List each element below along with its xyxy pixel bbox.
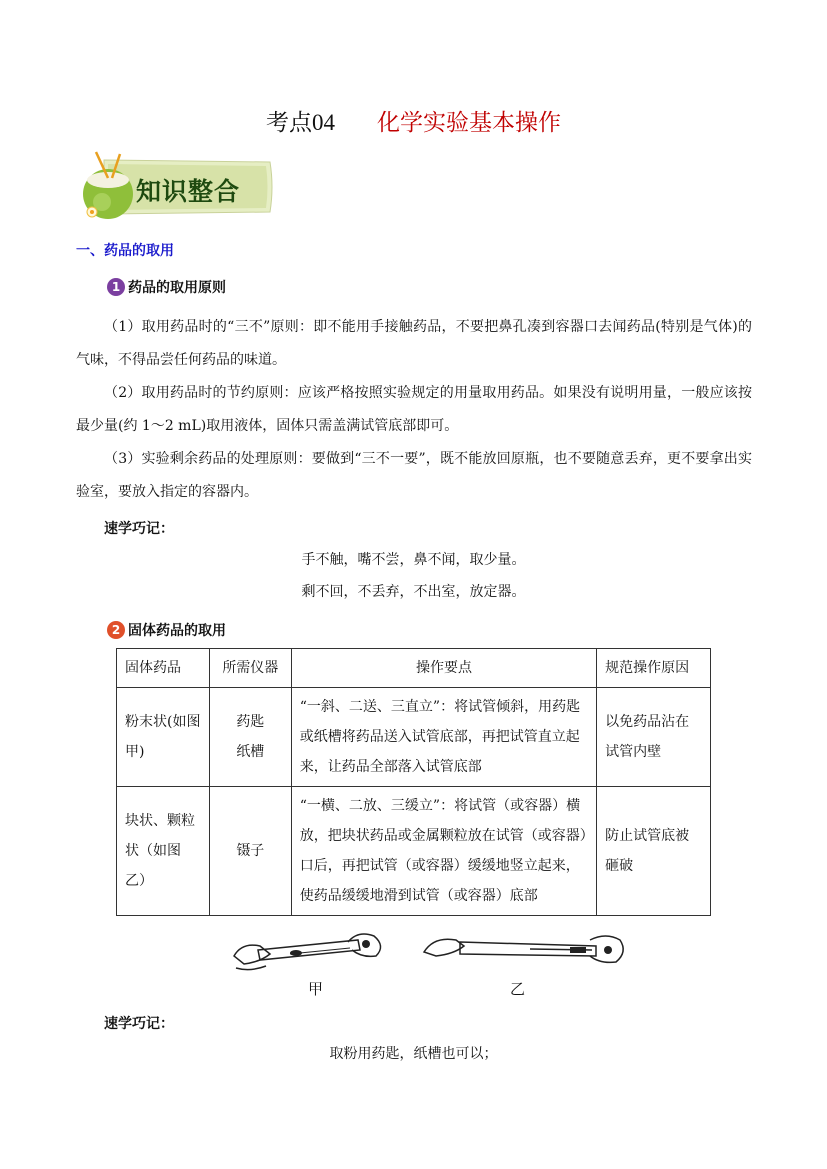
table-cell: 块状、颗粒状（如图乙）: [117, 787, 210, 916]
subheading-1-label: 药品的取用原则: [128, 280, 226, 296]
table-header: 所需仪器: [209, 649, 291, 688]
table-row: [117, 787, 711, 916]
figure-label-jia: 甲: [308, 980, 324, 998]
badge-text: 知识整合: [136, 177, 241, 206]
section-heading: 一、药品的取用: [76, 243, 174, 259]
table-cell: 粉末状(如图甲): [117, 688, 210, 787]
table-cell: 镊子: [209, 787, 291, 916]
granule-test-tube-figure: [420, 928, 630, 978]
table-cell: 以免药品沾在试管内壁: [597, 688, 711, 787]
figure-label-yi: 乙: [510, 980, 526, 998]
subheading-2: [107, 620, 226, 640]
tip-label-2: 速学巧记：: [104, 1016, 174, 1032]
table-header-row: [117, 649, 711, 688]
table-cell: 防止试管底被砸破: [597, 787, 711, 916]
paragraph-2: （2）取用药品时的节约原则：应该严格按照实验规定的用量取用药品。如果没有说明用量，一般应该按最少量(约 1～2 mL)取用液体，固体只需盖满试管底部即可。: [76, 385, 752, 434]
solid-reagent-table: [116, 648, 711, 916]
table-row: [117, 688, 711, 787]
mnemonic-line-2: 剩不回，不丢弃，不出室，放定器。: [301, 584, 526, 600]
number-circle-1: 1: [107, 278, 125, 296]
paragraph-3: （3）实验剩余药品的处理原则：要做到“三不一要”，既不能放回原瓶，也不要随意丢弃，更不要拿出实验室，要放入指定的容器内。: [76, 451, 752, 500]
knowledge-badge: [74, 150, 276, 224]
table-cell: “一斜、二送、三直立”：将试管倾斜，用药匙或纸槽将药品送入试管底部，再把试管直立起来，让药品全部落入试管底部: [291, 688, 596, 787]
table-cell: 药匙 纸槽: [209, 688, 291, 787]
page-title: [0, 104, 827, 137]
table-header: 操作要点: [291, 649, 596, 688]
tip-label-1: 速学巧记：: [104, 521, 174, 537]
figures: [230, 928, 630, 1000]
title-main: 化学实验基本操作: [377, 110, 561, 136]
subheading-1: [107, 277, 226, 297]
mnemonic-line-1: 手不触，嘴不尝，鼻不闻，取少量。: [301, 552, 526, 568]
table-header: 规范操作原因: [597, 649, 711, 688]
mnemonic-line-3: 取粉用药匙，纸槽也可以；: [329, 1046, 498, 1062]
table-cell: “一横、二放、三缓立”：将试管（或容器）横放，把块状药品或金属颗粒放在试管（或容器）口后，再把试管（或容器）缓缓地竖立起来，使药品缓缓地滑到试管（或容器）底部: [291, 787, 596, 916]
paragraph-1: （1）取用药品时的“三不”原则：即不能用手接触药品，不要把鼻孔凑到容器口去闻药品(特别是气体)的气味，不得品尝任何药品的味道。: [76, 319, 752, 368]
title-prefix: 考点04: [266, 110, 335, 135]
powder-test-tube-figure: [230, 928, 390, 978]
table-header: 固体药品: [117, 649, 210, 688]
number-circle-2: 2: [107, 621, 125, 639]
subheading-2-label: 固体药品的取用: [128, 623, 226, 639]
